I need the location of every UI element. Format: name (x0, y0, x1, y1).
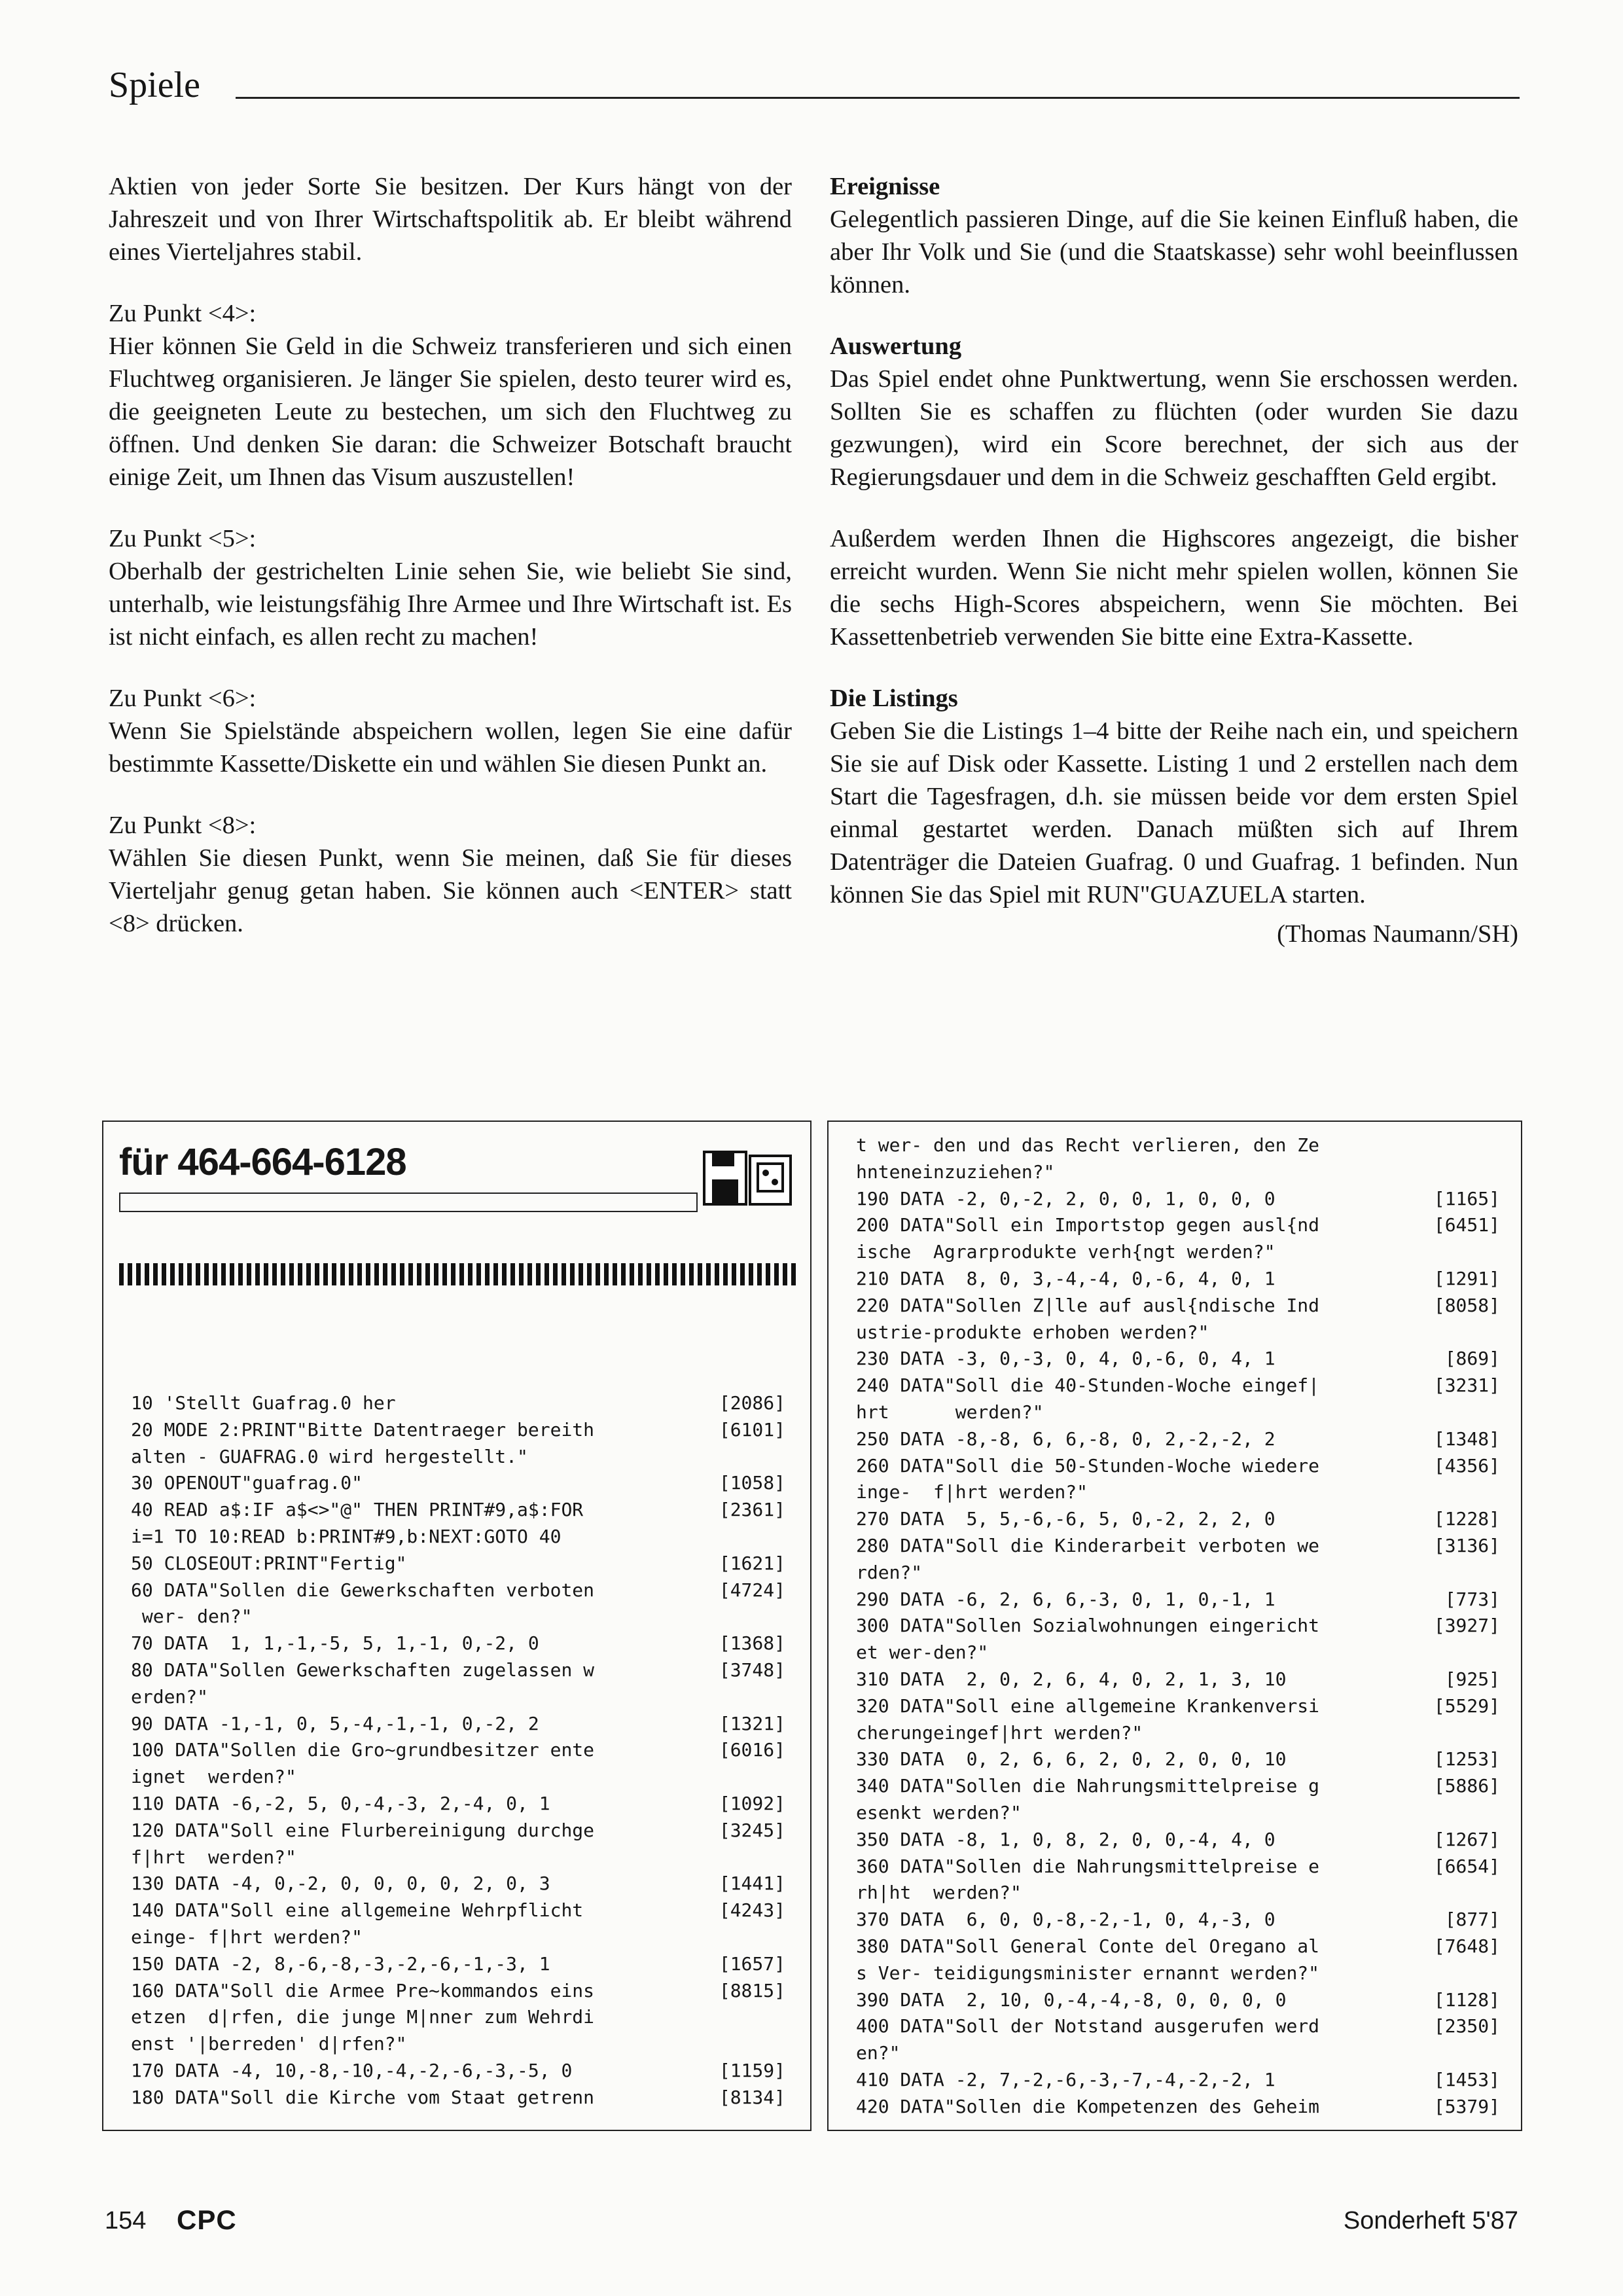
code-line (856, 2040, 1500, 2067)
checksum: [1228] (1433, 1508, 1500, 1530)
checksum: [773] (1444, 1588, 1500, 1610)
code-line (131, 2058, 785, 2085)
code-line (856, 1266, 1500, 1293)
code-line (131, 1630, 785, 1657)
checksum: [2350] (1433, 2015, 1500, 2037)
right-text-column (830, 170, 1518, 950)
code-text: etzen d|rfen, die junge M|nner zum Wehrdi (131, 2006, 595, 2028)
code-line (131, 1417, 785, 1444)
code-text: t wer- den und das Recht verlieren, den Ze (856, 1134, 1320, 1156)
checksum: [3231] (1433, 1374, 1500, 1397)
checksum: [4356] (1433, 1454, 1500, 1477)
code-line (856, 1640, 1500, 1666)
code-line (856, 1426, 1500, 1453)
code-text: ustrie-produkte erhoben werden?" (856, 1321, 1209, 1343)
code-text: 270 DATA 5, 5,-6,-6, 5, 0,-2, 2, 2, 0 (856, 1508, 1275, 1530)
code-text: f|hrt werden?" (131, 1846, 296, 1868)
listing-box-left (102, 1121, 812, 2131)
checksum: [4243] (719, 1899, 785, 1922)
code-line (856, 1293, 1500, 1319)
code-text: alten - GUAFRAG.0 wird hergestellt." (131, 1445, 528, 1467)
subheading: Zu Punkt <8>: (109, 812, 257, 839)
code-line (856, 1372, 1500, 1399)
code-text: 60 DATA"Sollen die Gewerkschaften verboten (131, 1579, 595, 1601)
code-text: einge- f|hrt werden?" (131, 1926, 363, 1948)
code-listing-left (131, 1390, 785, 2111)
code-line (856, 2067, 1500, 2094)
code-text: inge- f|hrt werden?" (856, 1481, 1088, 1503)
header-rule (236, 97, 1520, 99)
code-text: 280 DATA"Soll die Kinderarbeit verboten we (856, 1534, 1320, 1556)
checksum: [1321] (719, 1712, 785, 1734)
diskette-cassette-icon (700, 1147, 798, 1212)
checksum: [1128] (1433, 1988, 1500, 2011)
code-text: 420 DATA"Sollen die Kompetenzen des Geheim (856, 2095, 1320, 2117)
code-text: 390 DATA 2, 10, 0,-4,-4,-8, 0, 0, 0, 0 (856, 1988, 1287, 2011)
paragraph: Geben Sie die Listings 1–4 bitte der Reihe nach ein, und speichern Sie sie auf Disk oder Kassette. Listing 1 und 2 erstellen nach dem Start die Tagesfragen, d.h. sie müssen beide vor dem ersten Spiel einmal gestartet werden. Danach müßten sich auf Ihrem Datenträger die Dateien Guafrag. 0 und Guafrag. 1 befinden. Nun können Sie das Spiel mit RUN"GUAZUELA starten. (830, 717, 1518, 908)
checksum: [5529] (1433, 1695, 1500, 1717)
code-line (131, 1470, 785, 1497)
left-text-column (109, 170, 792, 969)
code-text: 310 DATA 2, 0, 2, 6, 4, 0, 2, 1, 3, 10 (856, 1668, 1287, 1690)
code-line (856, 1132, 1500, 1159)
code-text: enst '|berreden' d|rfen?" (131, 2033, 407, 2055)
code-text: ische Agrarprodukte verh{ngt werden?" (856, 1241, 1275, 1263)
checksum: [6451] (1433, 1214, 1500, 1236)
code-text: 260 DATA"Soll die 50-Stunden-Woche wiedere (856, 1454, 1320, 1477)
code-text: 130 DATA -4, 0,-2, 0, 0, 0, 0, 2, 0, 3 (131, 1873, 550, 1895)
code-line (856, 1613, 1500, 1640)
code-line (131, 1604, 785, 1630)
code-text: 250 DATA -8,-8, 6, 6,-8, 0, 2,-2,-2, 2 (856, 1427, 1275, 1450)
code-text: 230 DATA -3, 0,-3, 0, 4, 0,-6, 0, 4, 1 (856, 1348, 1275, 1370)
code-text: 10 'Stellt Guafrag.0 her (131, 1392, 396, 1414)
code-text: 360 DATA"Sollen die Nahrungsmittelpreise e (856, 1855, 1320, 1877)
author-signature: (Thomas Naumann/SH) (1277, 920, 1518, 948)
code-line (131, 1657, 785, 1684)
checksum: [6016] (719, 1739, 785, 1761)
code-text: 100 DATA"Sollen die Gro~grundbesitzer ente (131, 1739, 595, 1761)
code-line (131, 1684, 785, 1711)
code-text: i=1 TO 10:READ b:PRINT#9,b:NEXT:GOTO 40 (131, 1525, 562, 1547)
code-text: 330 DATA 0, 2, 6, 6, 2, 0, 2, 0, 0, 10 (856, 1748, 1287, 1770)
code-line (131, 1978, 785, 2005)
code-line (856, 1159, 1500, 1186)
paragraph: Das Spiel endet ohne Punktwertung, wenn Sie erschossen werden. Sollten Sie es schaffen zu flüchten (oder wurden Sie dazu gezwungen), wird ein Score berechnet, der sich aus der Regierungsdauer und dem in die Schweiz geschafften Geld ergibt. (830, 365, 1518, 491)
code-line (131, 2031, 785, 2058)
checksum: [1441] (719, 1873, 785, 1895)
code-line (856, 1533, 1500, 1560)
code-text: 200 DATA"Soll ein Importstop gegen ausl{nd (856, 1214, 1320, 1236)
code-text: 20 MODE 2:PRINT"Bitte Datentraeger bereith (131, 1418, 595, 1441)
code-text: 190 DATA -2, 0,-2, 2, 0, 0, 1, 0, 0, 0 (856, 1187, 1275, 1210)
listing-box-right (827, 1121, 1522, 2131)
code-line (131, 1444, 785, 1471)
code-line (856, 1506, 1500, 1533)
paragraph: Wählen Sie diesen Punkt, wenn Sie meinen, daß Sie für dieses Vierteljahr genug getan haben. Sie können auch <ENTER> statt <8> drücken. (109, 844, 792, 937)
code-line (856, 1827, 1500, 1854)
code-text: 220 DATA"Sollen Z|lle auf ausl{ndische Ind (856, 1294, 1320, 1316)
subheading: Zu Punkt <4>: (109, 300, 257, 327)
checksum: [877] (1444, 1909, 1500, 1931)
code-line (856, 1186, 1500, 1213)
code-line (856, 1239, 1500, 1266)
code-line (856, 2094, 1500, 2121)
code-text: esenkt werden?" (856, 1801, 1022, 1823)
checksum: [1253] (1433, 1748, 1500, 1770)
code-text: 180 DATA"Soll die Kirche vom Staat getrenn (131, 2086, 595, 2108)
checksum: [1092] (719, 1792, 785, 1814)
code-listing-right (856, 1132, 1500, 2120)
code-line (856, 1987, 1500, 2014)
checksum: [1291] (1433, 1267, 1500, 1289)
code-text: 410 DATA -2, 7,-2,-6,-3,-7,-4,-2,-2, 1 (856, 2068, 1275, 2090)
code-line (131, 1924, 785, 1951)
paragraph: Wenn Sie Spielstände abspeichern wollen, legen Sie eine dafür bestimmte Kassette/Diskette ein und wählen Sie diesen Punkt an. (109, 717, 792, 778)
code-text: 370 DATA 6, 0, 0,-8,-2,-1, 0, 4,-3, 0 (856, 1909, 1275, 1931)
computer-models-banner: für 464-664-6128 (119, 1141, 406, 1183)
checksum: [6101] (719, 1418, 785, 1441)
checksum: [6654] (1433, 1855, 1500, 1877)
checksum: [1267] (1433, 1828, 1500, 1850)
paragraph: Gelegentlich passieren Dinge, auf die Sie keinen Einfluß haben, die aber Ihr Volk und Sie (und die Staatskasse) sehr wohl beeinflussen können. (830, 206, 1518, 298)
code-line (131, 1791, 785, 1818)
code-text: wer- den?" (131, 1605, 253, 1628)
code-text: 90 DATA -1,-1, 0, 5,-4,-1,-1, 0,-2, 2 (131, 1712, 539, 1734)
code-line (856, 1587, 1500, 1613)
section-heading-ereignisse: Ereignisse (830, 173, 940, 200)
page-number: 154 (105, 2207, 147, 2234)
code-line (856, 2013, 1500, 2040)
code-text: 170 DATA -4, 10,-8,-10,-4,-2,-6,-3,-5, 0 (131, 2059, 573, 2081)
code-text: 150 DATA -2, 8,-6,-8,-3,-2,-6,-1,-3, 1 (131, 1952, 550, 1975)
code-text: 320 DATA"Soll eine allgemeine Krankenversi (856, 1695, 1320, 1717)
checksum: [1368] (719, 1632, 785, 1655)
code-line (856, 1479, 1500, 1506)
checksum: [3927] (1433, 1615, 1500, 1637)
code-text: hrt werden?" (856, 1401, 1044, 1423)
code-text: 380 DATA"Soll General Conte del Oregano al (856, 1935, 1320, 1957)
code-line (131, 1818, 785, 1844)
code-line (131, 1897, 785, 1924)
checksum: [1165] (1433, 1187, 1500, 1210)
code-text: 300 DATA"Sollen Sozialwohnungen eingericht (856, 1615, 1320, 1637)
code-line (131, 2004, 785, 2031)
code-line (131, 1390, 785, 1417)
code-line (856, 1720, 1500, 1747)
checksum: [7648] (1433, 1935, 1500, 1957)
code-text: 40 READ a$:IF a$<>"@" THEN PRINT#9,a$:FOR (131, 1499, 584, 1521)
code-text: 30 OPENOUT"guafrag.0" (131, 1472, 363, 1494)
code-text: hnteneinzuziehen?" (856, 1160, 1055, 1183)
checksum: [8815] (719, 1979, 785, 2001)
paragraph: Hier können Sie Geld in die Schweiz transferieren und sich einen Fluchtweg organisieren. Je länger Sie spielen, desto teurer wird es, die geeigneten Leute zu bestechen, um sich den Fluchtweg zu öffnen. Und denken Sie daran: die Schweizer Botschaft braucht einige Zeit, um Ihnen das Visum auszustellen! (109, 332, 792, 491)
checksum: [4724] (719, 1579, 785, 1601)
code-text: s Ver- teidigungsminister ernannt werden?" (856, 1962, 1320, 1984)
checksum: [1453] (1433, 2068, 1500, 2090)
subheading: Zu Punkt <6>: (109, 685, 257, 712)
code-line (856, 1212, 1500, 1239)
code-line (131, 1551, 785, 1577)
code-line (856, 1453, 1500, 1480)
code-line (856, 1399, 1500, 1426)
code-text: 340 DATA"Sollen die Nahrungsmittelpreise g (856, 1775, 1320, 1797)
checksum: [1657] (719, 1952, 785, 1975)
code-line (856, 1560, 1500, 1587)
checksum: [925] (1444, 1668, 1500, 1690)
barcode (119, 1263, 797, 1285)
code-line (856, 1907, 1500, 1933)
code-text: et wer-den?" (856, 1641, 989, 1664)
code-line (856, 1800, 1500, 1827)
checksum: [3748] (719, 1659, 785, 1681)
checksum: [8058] (1433, 1294, 1500, 1316)
banner-rule (119, 1193, 698, 1212)
paragraph: Außerdem werden Ihnen die Highscores angezeigt, die bisher erreicht wurden. Wenn Sie nicht mehr spielen wollen, können Sie die sechs High-Scores abspeichern, wenn Sie möchten. Bei Kassettenbetrieb verwenden Sie bitte eine Extra-Kassette. (830, 525, 1518, 651)
checksum: [5886] (1433, 1775, 1500, 1797)
code-line (856, 1693, 1500, 1720)
checksum: [8134] (719, 2086, 785, 2108)
code-text: en?" (856, 2042, 901, 2064)
code-line (131, 1844, 785, 1871)
code-text: rden?" (856, 1561, 923, 1583)
paragraph: Oberhalb der gestrichelten Linie sehen Sie, wie beliebt Sie sind, unterhalb, wie leistungsfähig Ihre Armee und Ihre Wirtschaft ist. Es ist nicht einfach, es allen recht zu machen! (109, 558, 792, 651)
code-line (856, 1933, 1500, 1960)
code-line (856, 1346, 1500, 1372)
code-line (131, 1764, 785, 1791)
checksum: [869] (1444, 1348, 1500, 1370)
checksum: [2361] (719, 1499, 785, 1521)
issue-label: Sonderheft 5'87 (1343, 2207, 1518, 2234)
checksum: [5379] (1433, 2095, 1500, 2117)
code-text: rh|ht werden?" (856, 1882, 1022, 1904)
code-text: 350 DATA -8, 1, 0, 8, 2, 0, 0,-4, 4, 0 (856, 1828, 1275, 1850)
code-text: 400 DATA"Soll der Notstand ausgerufen werd (856, 2015, 1320, 2037)
checksum: [1621] (719, 1552, 785, 1574)
section-heading-auswertung: Auswertung (830, 332, 962, 360)
code-line (856, 1960, 1500, 1987)
code-text: 80 DATA"Sollen Gewerkschaften zugelassen w (131, 1659, 595, 1681)
section-heading-listings: Die Listings (830, 685, 958, 712)
checksum: [1058] (719, 1472, 785, 1494)
checksum: [3245] (719, 1819, 785, 1841)
code-line (856, 1319, 1500, 1346)
code-line (131, 1497, 785, 1524)
code-text: 290 DATA -6, 2, 6, 6,-3, 0, 1, 0,-1, 1 (856, 1588, 1275, 1610)
checksum: [1348] (1433, 1427, 1500, 1450)
code-text: 160 DATA"Soll die Armee Pre~kommandos eins (131, 1979, 595, 2001)
code-text: 120 DATA"Soll eine Flurbereinigung durchge (131, 1819, 595, 1841)
code-line (131, 1524, 785, 1551)
code-text: 110 DATA -6,-2, 5, 0,-4,-3, 2,-4, 0, 1 (131, 1792, 550, 1814)
code-line (131, 1711, 785, 1738)
magazine-logo: CPC (177, 2204, 237, 2235)
code-text: 50 CLOSEOUT:PRINT"Fertig" (131, 1552, 407, 1574)
code-line (856, 1746, 1500, 1773)
code-text: 140 DATA"Soll eine allgemeine Wehrpflicht (131, 1899, 584, 1922)
paragraph: Aktien von jeder Sorte Sie besitzen. Der Kurs hängt von der Jahreszeit und von Ihrer Wirtschaftspolitik ab. Er bleibt während eines Vierteljahres stabil. (109, 173, 792, 266)
code-line (856, 1666, 1500, 1693)
code-line (856, 1854, 1500, 1880)
code-line (856, 1880, 1500, 1907)
checksum: [1159] (719, 2059, 785, 2081)
code-text: 210 DATA 8, 0, 3,-4,-4, 0,-6, 4, 0, 1 (856, 1267, 1275, 1289)
code-text: 240 DATA"Soll die 40-Stunden-Woche eingef| (856, 1374, 1320, 1397)
code-line (856, 1773, 1500, 1800)
code-text: ignet werden?" (131, 1766, 296, 1788)
code-line (131, 1577, 785, 1604)
section-title: Spiele (109, 65, 200, 105)
checksum: [2086] (719, 1392, 785, 1414)
code-text: cherungeingef|hrt werden?" (856, 1721, 1143, 1744)
code-text: 70 DATA 1, 1,-1,-5, 5, 1,-1, 0,-2, 0 (131, 1632, 539, 1655)
checksum: [3136] (1433, 1534, 1500, 1556)
subheading: Zu Punkt <5>: (109, 525, 257, 552)
code-line (131, 1951, 785, 1978)
code-line (131, 2085, 785, 2111)
code-text: erden?" (131, 1685, 209, 1708)
code-line (131, 1871, 785, 1897)
code-line (131, 1737, 785, 1764)
